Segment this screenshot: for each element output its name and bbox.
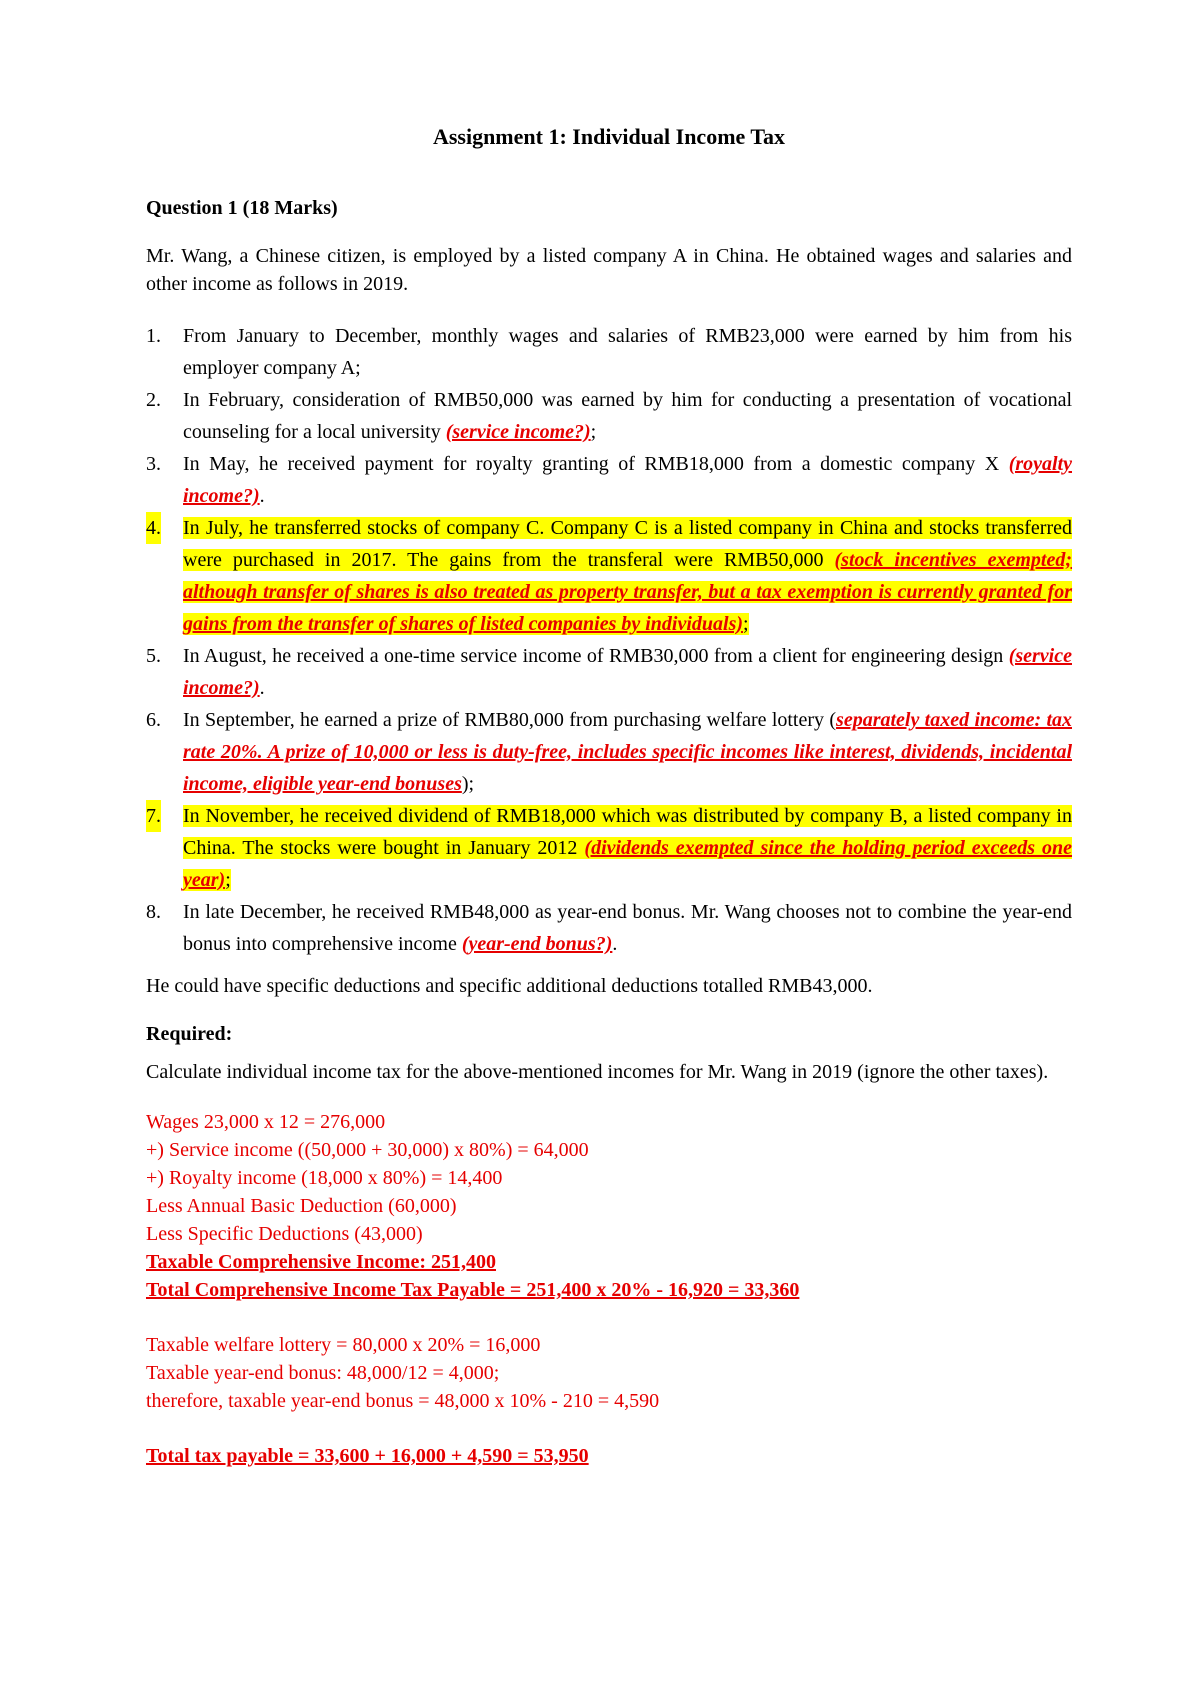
document-title: Assignment 1: Individual Income Tax — [432, 124, 786, 149]
item-number: 3. — [146, 453, 161, 475]
item-annotation: (service income?) — [445, 421, 591, 443]
question-heading: Question 1 (18 Marks) — [146, 197, 338, 219]
item-number: 4. — [146, 512, 161, 544]
item-text: In August, he received a one-time service income of RMB30,000 from a client for engineering design — [183, 645, 1009, 667]
item-punctuation: ; — [743, 613, 749, 635]
item-number: 8. — [146, 901, 161, 923]
item-text: In November, he received dividend of RMB18,000 which was distributed by company B, a listed company in China. The stocks were bought in January 2012 — [183, 805, 1072, 859]
item-number: 5. — [146, 645, 161, 667]
list-item — [146, 896, 1072, 960]
intro-paragraph: Mr. Wang, a Chinese citizen, is employed by a listed company A in China. He obtained wages and salaries and other income as follows in 2019. — [146, 245, 1072, 295]
item-punctuation: ); — [461, 773, 475, 795]
required-paragraph: Calculate individual income tax for the above-mentioned incomes for Mr. Wang in 2019 (ignore the other taxes). — [146, 1061, 1049, 1083]
calc-total-comprehensive-tax: Total Comprehensive Income Tax Payable = 251,400 x 20% - 16,920 = 33,360 — [146, 1279, 800, 1301]
item-text: In July, he transferred stocks of company C. Company C is a listed company in China and stocks transferred were purchased in 2017. The gains from the transferal were RMB50,000 — [183, 517, 1072, 571]
calc-total-tax-payable: Total tax payable = 33,600 + 16,000 + 4,590 = 53,950 — [146, 1445, 589, 1467]
calc-wages: Wages 23,000 x 12 = 276,000 — [146, 1111, 386, 1133]
list-item — [146, 704, 1072, 800]
list-item — [146, 640, 1072, 704]
item-punctuation: . — [259, 485, 265, 507]
calc-service-income: +) Service income ((50,000 + 30,000) x 80%) = 64,000 — [146, 1139, 589, 1161]
item-number: 7. — [146, 800, 161, 832]
item-annotation: separately taxed income: tax rate 20%. A prize of 10,000 or less is duty-free, includes specific incomes like interest, dividends, incidental income, eligible year-end bonuses — [183, 709, 1072, 795]
list-item — [146, 320, 1072, 384]
item-text: In late December, he received RMB48,000 as year-end bonus. Mr. Wang chooses not to combine the year-end bonus into comprehensive income — [183, 901, 1072, 955]
calc-lottery: Taxable welfare lottery = 80,000 x 20% = 16,000 — [146, 1334, 541, 1356]
item-annotation: (service income?) — [183, 645, 1072, 699]
item-text: In May, he received payment for royalty granting of RMB18,000 from a domestic company X — [183, 453, 1009, 475]
item-punctuation: . — [612, 933, 618, 955]
list-item — [146, 512, 1072, 640]
item-text: In February, consideration of RMB50,000 was earned by him for conducting a presentation of vocational counseling for a local university — [183, 389, 1072, 443]
item-punctuation: ; — [590, 421, 597, 443]
list-item — [146, 800, 1072, 896]
calc-spacer — [146, 1415, 1072, 1442]
item-number: 6. — [146, 709, 161, 731]
item-number: 1. — [146, 325, 161, 347]
item-text: From January to December, monthly wages and salaries of RMB23,000 were earned by him from his employer company A; — [183, 325, 1072, 379]
calc-bonus-tax: therefore, taxable year-end bonus = 48,000 x 10% - 210 = 4,590 — [146, 1390, 660, 1412]
item-annotation: (royalty income?) — [183, 453, 1072, 507]
deductions-paragraph: He could have specific deductions and specific additional deductions totalled RMB43,000. — [146, 975, 873, 997]
list-item — [146, 448, 1072, 512]
item-text: In September, he earned a prize of RMB80,000 from purchasing welfare lottery ( — [183, 709, 837, 731]
item-annotation: (dividends exempted since the holding period exceeds one year) — [183, 837, 1072, 891]
calc-royalty-income: +) Royalty income (18,000 x 80%) = 14,400 — [146, 1167, 503, 1189]
item-annotation: (stock incentives exempted; although transfer of shares is also treated as property transfer, but a tax exemption is currently granted for gains from the transfer of shares of listed companies by individuals) — [183, 549, 1072, 635]
calc-bonus-monthly: Taxable year-end bonus: 48,000/12 = 4,000; — [146, 1362, 500, 1384]
income-list — [146, 320, 1072, 960]
calc-spacer — [146, 1304, 1072, 1331]
calc-taxable-comprehensive: Taxable Comprehensive Income: 251,400 — [146, 1251, 496, 1273]
item-annotation: (year-end bonus?) — [461, 933, 613, 955]
required-heading: Required: — [146, 1023, 233, 1045]
item-number: 2. — [146, 389, 161, 411]
item-punctuation: . — [259, 677, 265, 699]
item-punctuation: ; — [225, 869, 231, 891]
calc-specific-deductions: Less Specific Deductions (43,000) — [146, 1223, 423, 1245]
calculation-block — [146, 1108, 1072, 1470]
calc-basic-deduction: Less Annual Basic Deduction (60,000) — [146, 1195, 457, 1217]
list-item — [146, 384, 1072, 448]
